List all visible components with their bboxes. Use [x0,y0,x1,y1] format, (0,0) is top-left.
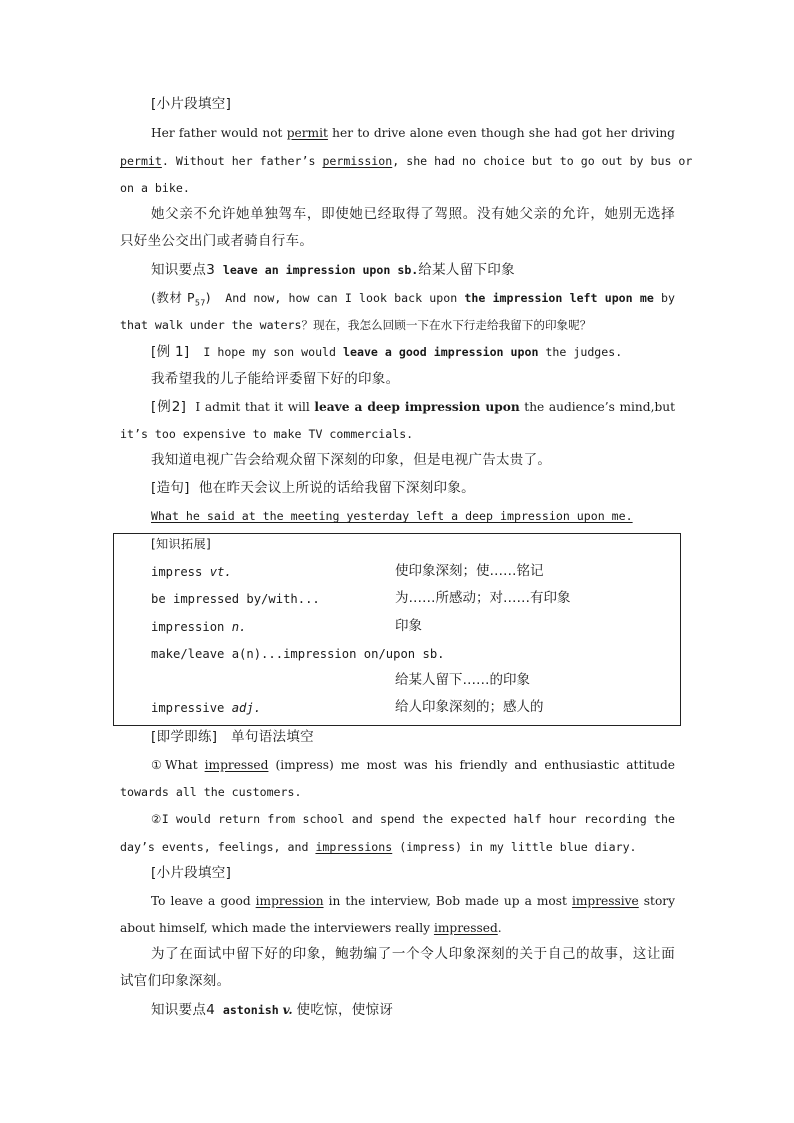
practice-header: [即学即练] 单句语法填空 [151,729,314,745]
translation-line: 试官们印象深刻。 [120,973,231,989]
example-1: [例 1] I hope my son would leave a good impression upon the judges. [151,344,623,360]
paragraph-line: on a bike. [120,181,190,195]
box-word: impress vt. [151,565,232,579]
box-word: make/leave a(n)...impression on/upon sb. [151,647,445,661]
make-sentence-answer: What he said at the meeting yesterday left a deep impression upon me. [151,509,633,523]
textbook-quote-line: (教材 $P_{57}$) And now, how can I look back upon the impression left upon me by [151,290,676,308]
knowledge-point-title: 知识要点3 leave an impression upon sb.给某人留下印象 [151,262,515,278]
paragraph-line: permit. Without her father’s permission, she had no choice but to go out by bus or [120,154,693,168]
paragraph-line: Her father would not permit her to drive alone even though she had got her driving [151,126,675,140]
box-header: [知识拓展] [151,537,212,551]
knowledge-point-title: 知识要点4 astonish v. 使吃惊，使惊讶 [151,1002,394,1018]
box-meaning: 使印象深刻；使……铭记 [395,563,544,579]
box-meaning: 为……所感动；对……有印象 [395,590,571,606]
translation-line: 只好坐公交出门或者骑自行车。 [120,233,314,249]
fill-answer: impressed [204,758,269,772]
example-2: [例2] I admit that it will leave a deep impression upon the audience’s mind,but [151,399,675,415]
box-word: impression n. [151,620,247,634]
fill-answer: impressed [433,921,498,935]
practice-q2-line: day’s events, feelings, and impressions (impress) in my little blue diary. [120,840,637,854]
box-word: impressive adj. [151,701,262,715]
fill-answer: permission [322,154,393,168]
example-1-translation: 我希望我的儿子能给评委留下好的印象。 [151,371,400,387]
box-meaning: 印象 [395,618,422,634]
practice-q1-line: towards all the customers. [120,785,302,799]
example-2-translation: 我知道电视广告会给观众留下深刻的印象，但是电视广告太贵了。 [151,452,552,468]
fill-answer: permit [120,154,162,168]
box-meaning: 给某人留下……的印象 [395,672,530,688]
translation-line: 为了在面试中留下好的印象，鲍勃编了一个令人印象深刻的关于自己的故事，这让面 [151,946,675,962]
textbook-quote-line: that walk under the waters？现在，我怎么回顾一下在水下行走给我留下的印象呢？ [120,318,592,332]
section-header: [小片段填空] [151,96,232,112]
fill-answer: impression [255,894,324,908]
make-sentence: [造句] 他在昨天会议上所说的话给我留下深刻印象。 [151,480,475,496]
translation-line: 她父亲不允许她单独驾车，即使她已经取得了驾照。没有她父亲的允许，她别无选择 [151,206,675,222]
fill-answer: permit [286,126,328,140]
section-header: [小片段填空] [151,865,232,881]
box-word: be impressed by/with... [151,592,320,606]
practice-q2: ②I would return from school and spend the expected half hour recording the [151,812,675,826]
box-meaning: 给人印象深刻的；感人的 [395,699,544,715]
paragraph-line: about himself, which made the interviewers really impressed. [120,921,502,935]
paragraph-line: To leave a good impression in the interview, Bob made up a most impressive story [151,894,675,908]
practice-q1: ①What impressed (impress) me most was his friendly and enthusiastic attitude [151,758,676,772]
example-2-line: it’s too expensive to make TV commercials. [120,427,414,441]
fill-answer: impressive [571,894,639,908]
fill-answer: impressions [315,840,393,854]
